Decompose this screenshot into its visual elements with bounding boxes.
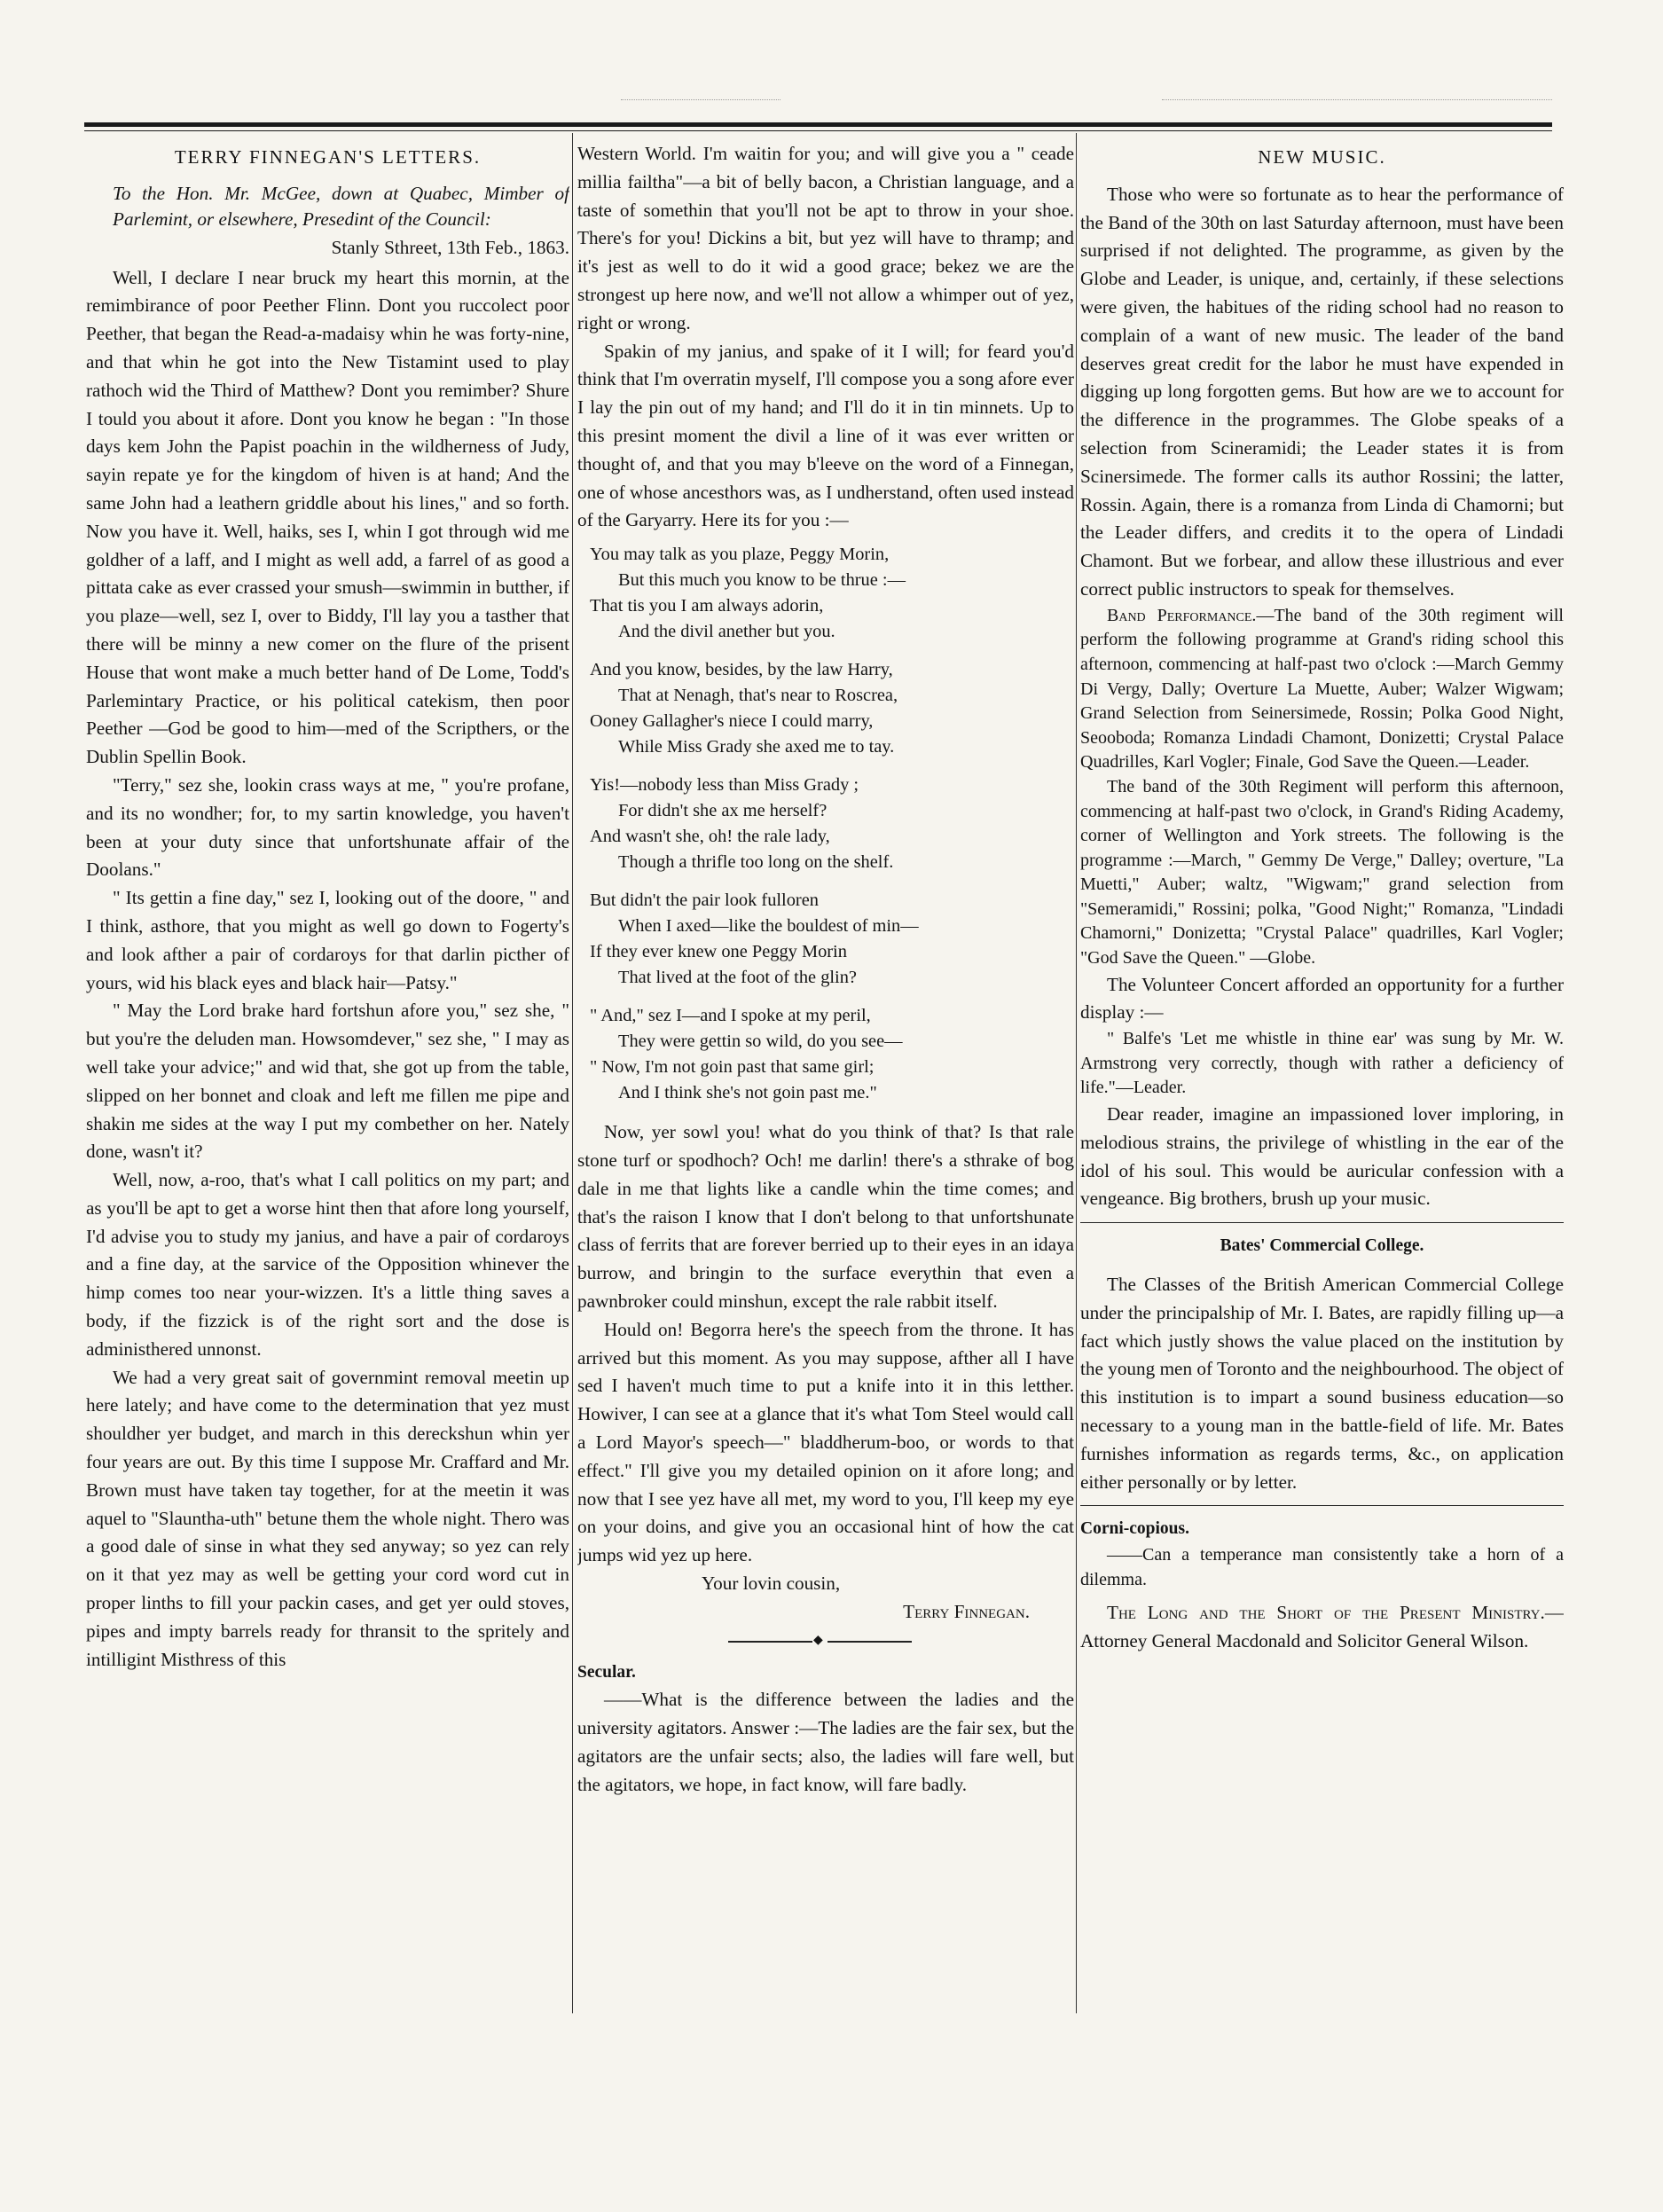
letter-address: To the Hon. Mr. McGee, down at Quabec, Mimber of Parlemint, or elsewhere, Presedint of the Council: bbox=[113, 182, 569, 230]
poem-line: That lived at the foot of the glin? bbox=[618, 968, 857, 988]
paragraph: Spakin of my janius, and spake of it I will; for feard you'd think that I'm overratin myself, I'll compose you a song afore ever I lay the pin out of my hand; and I'll do it in tin minnets. Up to this presint moment the divil a line of it was ever written or thought of, and that you may b'leeve on the word of a Finnegan, one of whose ancesthors was, as I undherstand, often used instead of the Garyarry. Here its for you :— bbox=[577, 340, 1074, 531]
poem-stanza bbox=[590, 657, 1074, 760]
poem-stanza bbox=[590, 1003, 1074, 1106]
poem-line: But didn't the pair look fulloren bbox=[590, 890, 819, 911]
article-heading: NEW MUSIC. bbox=[1258, 146, 1386, 168]
paragraph: We had a very great sait of governmint removal meetin up here lately; and have come to the determination that yez must shouldher yer budget, and march in this dereckshun whin yer four years are out. By this time I suppose Mr. Craffard and Mr. Brown must have taken tay together, for at the meetin it was aquel to "Slauntha-uth" betune them the whole night. Thero was a good dale of sinse in what they sed anyway; so yez can rely on it that yez may as well be getting your cord word cut in proper linths to fill your packin cases, and get yer ould stoves, pipes and impty barrels ready for thransit to the spritely and intilligint Misthress of this bbox=[86, 1366, 569, 1670]
item-heading: The Long and the Short of the Present Ministry. bbox=[1107, 1602, 1545, 1624]
column-divider bbox=[572, 133, 573, 2013]
column-2 bbox=[577, 140, 1074, 2003]
poem-line: For didn't she ax me herself? bbox=[618, 801, 828, 821]
paragraph: " Balfe's 'Let me whistle in thine ear' was sung by Mr. W. Armstrong very correctly, though with rather a deficiency of life."—Leader. bbox=[1080, 1029, 1564, 1098]
paragraph: "Terry," sez she, lookin crass ways at me, " you're profane, and its no wondher; for, to my sartin knowledge, you haven't been at your duty since that unfortshunate affair of the Doolans." bbox=[86, 773, 569, 881]
paragraph: " Its gettin a fine day," sez I, looking out of the doore, " and I think, asthore, that you might as well go down to Fogerty's and look afther a pair of cordaroys for that darlin picther of yours, wid his black eyes and black hair—Patsy." bbox=[86, 887, 569, 993]
poem-line: You may talk as you plaze, Peggy Morin, bbox=[590, 545, 890, 565]
item-heading: Secular. bbox=[577, 1662, 636, 1682]
poem-stanza bbox=[590, 773, 1074, 875]
paragraph: —The band of the 30th regiment will perform the following programme at Grand's riding school this afternoon, commencing at half-past two o'clock :—March Gemmy Di Vergy, Dally; Overture La Muette, Auber; Walzer Wigwam; Grand Selection from Seinersimede, Rossin; Polka Good Night, Seooboda; Romanza Lindadi Chamont, Donizetti; Crystal Palace Quadrilles, Karl Vogler; Finale, God Save the Queen.—Leader. bbox=[1080, 605, 1564, 773]
poem-line: And you know, besides, by the law Harry, bbox=[590, 660, 893, 680]
poem-line: " Now, I'm not goin past that same girl; bbox=[590, 1057, 875, 1078]
paragraph: The band of the 30th Regiment will perform this afternoon, commencing at half-past two o'clock, in Grand's Riding Academy, corner of Wellington and York streets. The following is the programme :—March, " Gemmy De Verge," Dalley; overture, "La Muetti," Auber; waltz, "Wigwam;" grand selection from "Semeramidi," Rossini; polka, "Good Night;" Romanza, "Lindadi Chamorni," Donizetta; "Crystal Palace" quadrilles, Karl Vogler; "God Save the Queen." —Globe. bbox=[1080, 776, 1564, 969]
poem-line: But this much you know to be thrue :— bbox=[618, 570, 906, 591]
poem-line: While Miss Grady she axed me to tay. bbox=[618, 737, 895, 757]
paragraph: The Volunteer Concert afforded an opportunity for a further display :— bbox=[1080, 973, 1564, 1024]
poem-line: And I think she's not goin past me." bbox=[618, 1083, 877, 1103]
paragraph: Now, yer sowl you! what do you think of that? Is that rale stone turf or spodhoch? Och! me darlin! there's a sthrake of bog dale in me that lights like a candle whin the time comes; and that's the raison I know that I don't belong to that unfortshunate class of ferrits that are forever berried up to their eyes in an idaya burrow, and bringin to the surface everythin that even a pawnbroker could minshun, except the rale rabbit itself. bbox=[577, 1121, 1074, 1312]
paragraph: Hould on! Begorra here's the speech from the throne. It has arrived but this moment. As you may suppose, afther all I have sed I haven't much time to put a knife into it in this letther. Howiver, I can see at a glance that it's what Tom Steel would call a Lord Mayor's speech—" bladdherum-boo, or words to that effect." I'll give you my detailed opinion on it afore long; and now that I see yez have all met, my word to you, I'll keep my eye on your doins, and give you an occasional hint of how the cat jumps wid yez up here. bbox=[577, 1318, 1074, 1566]
paragraph: Well, I declare I near bruck my heart this mornin, at the remimbirance of poor Peether Flinn. Dont you ruccolect poor Peether, that began the Read-a-madaisy whin he was forty-nine, and that whin he got into the New Tistamint used to play rathoch wid the Third of Matthew? Dont you remimber? Shure I tould you about it afore. Dont you know he began : "In those days kem John the Papist poachin in the wildherness of Judy, sayin repate ye for the kingdom of hiven is at hand; And the same John had a leathern griddle about his lines," and so forth. Now you have it. Well, haiks, ses I, whin I got through wid me goldher of a laff, and I might as well add, a farrel of as good a pittata cake as ever crassed your smush—swimmin in butther, if you plaze—well, sez I, over to Biddy, I'll lay you a tasther that there will be minny a new comer on the flure of the prisent House that wont make a much better hand of De Lome, Todd's Parlemintary Practice, or his political catekism, then poor Peether —God be good to him—med of the Scripthers, or the Dublin Spellin Book. bbox=[86, 266, 569, 768]
poem-line: And the divil anether but you. bbox=[618, 622, 835, 642]
article-heading: TERRY FINNEGAN'S LETTERS. bbox=[174, 146, 482, 168]
print-speck bbox=[621, 99, 781, 106]
item-heading: Corni-copious. bbox=[1080, 1519, 1189, 1539]
print-speck bbox=[1162, 99, 1552, 106]
column-1 bbox=[86, 140, 569, 2003]
poem-line: And wasn't she, oh! the rale lady, bbox=[590, 827, 830, 847]
poem-line: " And," sez I—and I spoke at my peril, bbox=[590, 1006, 871, 1026]
section-ornament: ◆ bbox=[577, 1632, 1074, 1651]
poem-line: That tis you I am always adorin, bbox=[590, 596, 824, 616]
paragraph: " May the Lord brake hard fortshun afore you," sez she, " but you're the deluden man. Howsomdever," sez she, " I may as well take your advice;" and wid that, she got up from the table, slipped on her bonnet and cloak and left me fillen me pipe and shakin me sides at the way I put my combether on her. Nately done, wasn't it? bbox=[86, 1000, 569, 1163]
paragraph: Dear reader, imagine an impassioned lover imploring, in melodious strains, the privilege of whistling in the ear of the idol of his soul. This would be auricular confession with a vengeance. Big brothers, brush up your music. bbox=[1080, 1103, 1564, 1210]
column-3 bbox=[1080, 140, 1564, 2003]
item-heading: Band Performance. bbox=[1107, 605, 1257, 625]
paragraph: The Classes of the British American Commercial College under the principalship of Mr. I. Bates, are rapidly filling up—a fact which justly shows the value placed on the institution by the young men of Toronto and the neighbourhood. The object of this institution is to impart a sound business education—so necessary to a young man in the battle-field of life. Mr. Bates furnishes information as regards terms, &c., on application either personally or by letter. bbox=[1080, 1274, 1564, 1493]
letter-sign-off: Your lovin cousin, bbox=[702, 1572, 841, 1594]
poem-line: That at Nenagh, that's near to Roscrea, bbox=[618, 686, 898, 706]
masthead-rule-thin bbox=[84, 130, 1552, 131]
paragraph: ——Can a temperance man consistently take a horn of a dilemma. bbox=[1080, 1545, 1564, 1589]
paragraph: Those who were so fortunate as to hear the performance of the Band of the 30th on last Saturday afternoon, must have been surprised if not delighted. The programme, as given by the Globe and Leader, is unique, and, certainly, if these selections were given, the habitues of the riding school had no reason to complain of a want of new music. The leader of the band deserves great credit for the labor he must have expended in digging up long forgotten gems. But how are we to account for the difference in the programmes. The Globe speaks of a selection from Scineramidi; the Leader states it is from Scinersimede. The former calls its author Rossini; the latter, Rossin. Again, there is a romanza from Linda di Chamorni; but the Leader differs, and credits it to the opera of Lindadi Chamont. But we forbear, and allow these illustrious and ever correct public instructors to speak for themselves. bbox=[1080, 183, 1564, 600]
paragraph: Western World. I'm waitin for you; and will give you a " ceade millia failtha"—a bit of belly bacon, a Christian language, and a taste of somethin that you'll not be apt to throw in your shoe. There's for you! Dickins a bit, but yez will have to thramp; and it's jest as well to do it wid a good grace; bekez we are the strongest up here now, and we'll not allow a whimper out of yez, right or wrong. bbox=[577, 143, 1074, 333]
poem-line: They were gettin so wild, do you see— bbox=[618, 1031, 903, 1052]
poem-stanza bbox=[590, 542, 1074, 645]
quoted-block bbox=[1080, 604, 1564, 971]
masthead-rule bbox=[84, 122, 1552, 127]
letter-signature: Terry Finnegan. bbox=[903, 1600, 1030, 1622]
poem-line: When I axed—like the bouldest of min— bbox=[618, 916, 919, 937]
poem-line: Yis!—nobody less than Miss Grady ; bbox=[590, 775, 859, 796]
poem-line: Though a thrifle too long on the shelf. bbox=[618, 852, 894, 873]
column-divider bbox=[1076, 133, 1077, 2013]
paragraph: Well, now, a-roo, that's what I call politics on my part; and as you'll be apt to get a worse hint then that afore long yourself, I'd advise you to study my janius, and have a pair of cordaroys and a fine day, at the sarvice of the Opposition whinever the himp comes too near your-wizzen. It's a little thing saves a body, if the fizzick is of the right sort and the dose is administhered unnonst. bbox=[86, 1169, 569, 1360]
poem-line: If they ever knew one Peggy Morin bbox=[590, 942, 847, 962]
item-heading: Bates' Commercial College. bbox=[1220, 1236, 1424, 1256]
letter-dateline: Stanly Sthreet, 13th Feb., 1863. bbox=[331, 236, 569, 258]
poem-line: Ooney Gallagher's niece I could marry, bbox=[590, 711, 874, 732]
paragraph: ——What is the difference between the ladies and the university agitators. Answer :—The ladies are the fair sex, but the agitators are the unfair sects; also, the ladies will fare well, but the agitators, we hope, in fact know, will fare badly. bbox=[577, 1689, 1074, 1795]
section-divider bbox=[1080, 1222, 1564, 1223]
section-divider bbox=[1080, 1505, 1564, 1506]
poem-stanza bbox=[590, 888, 1074, 991]
poem bbox=[590, 542, 1074, 1106]
paragraph: —Attorney General Macdonald and Solicitor General Wilson. bbox=[1080, 1602, 1564, 1652]
